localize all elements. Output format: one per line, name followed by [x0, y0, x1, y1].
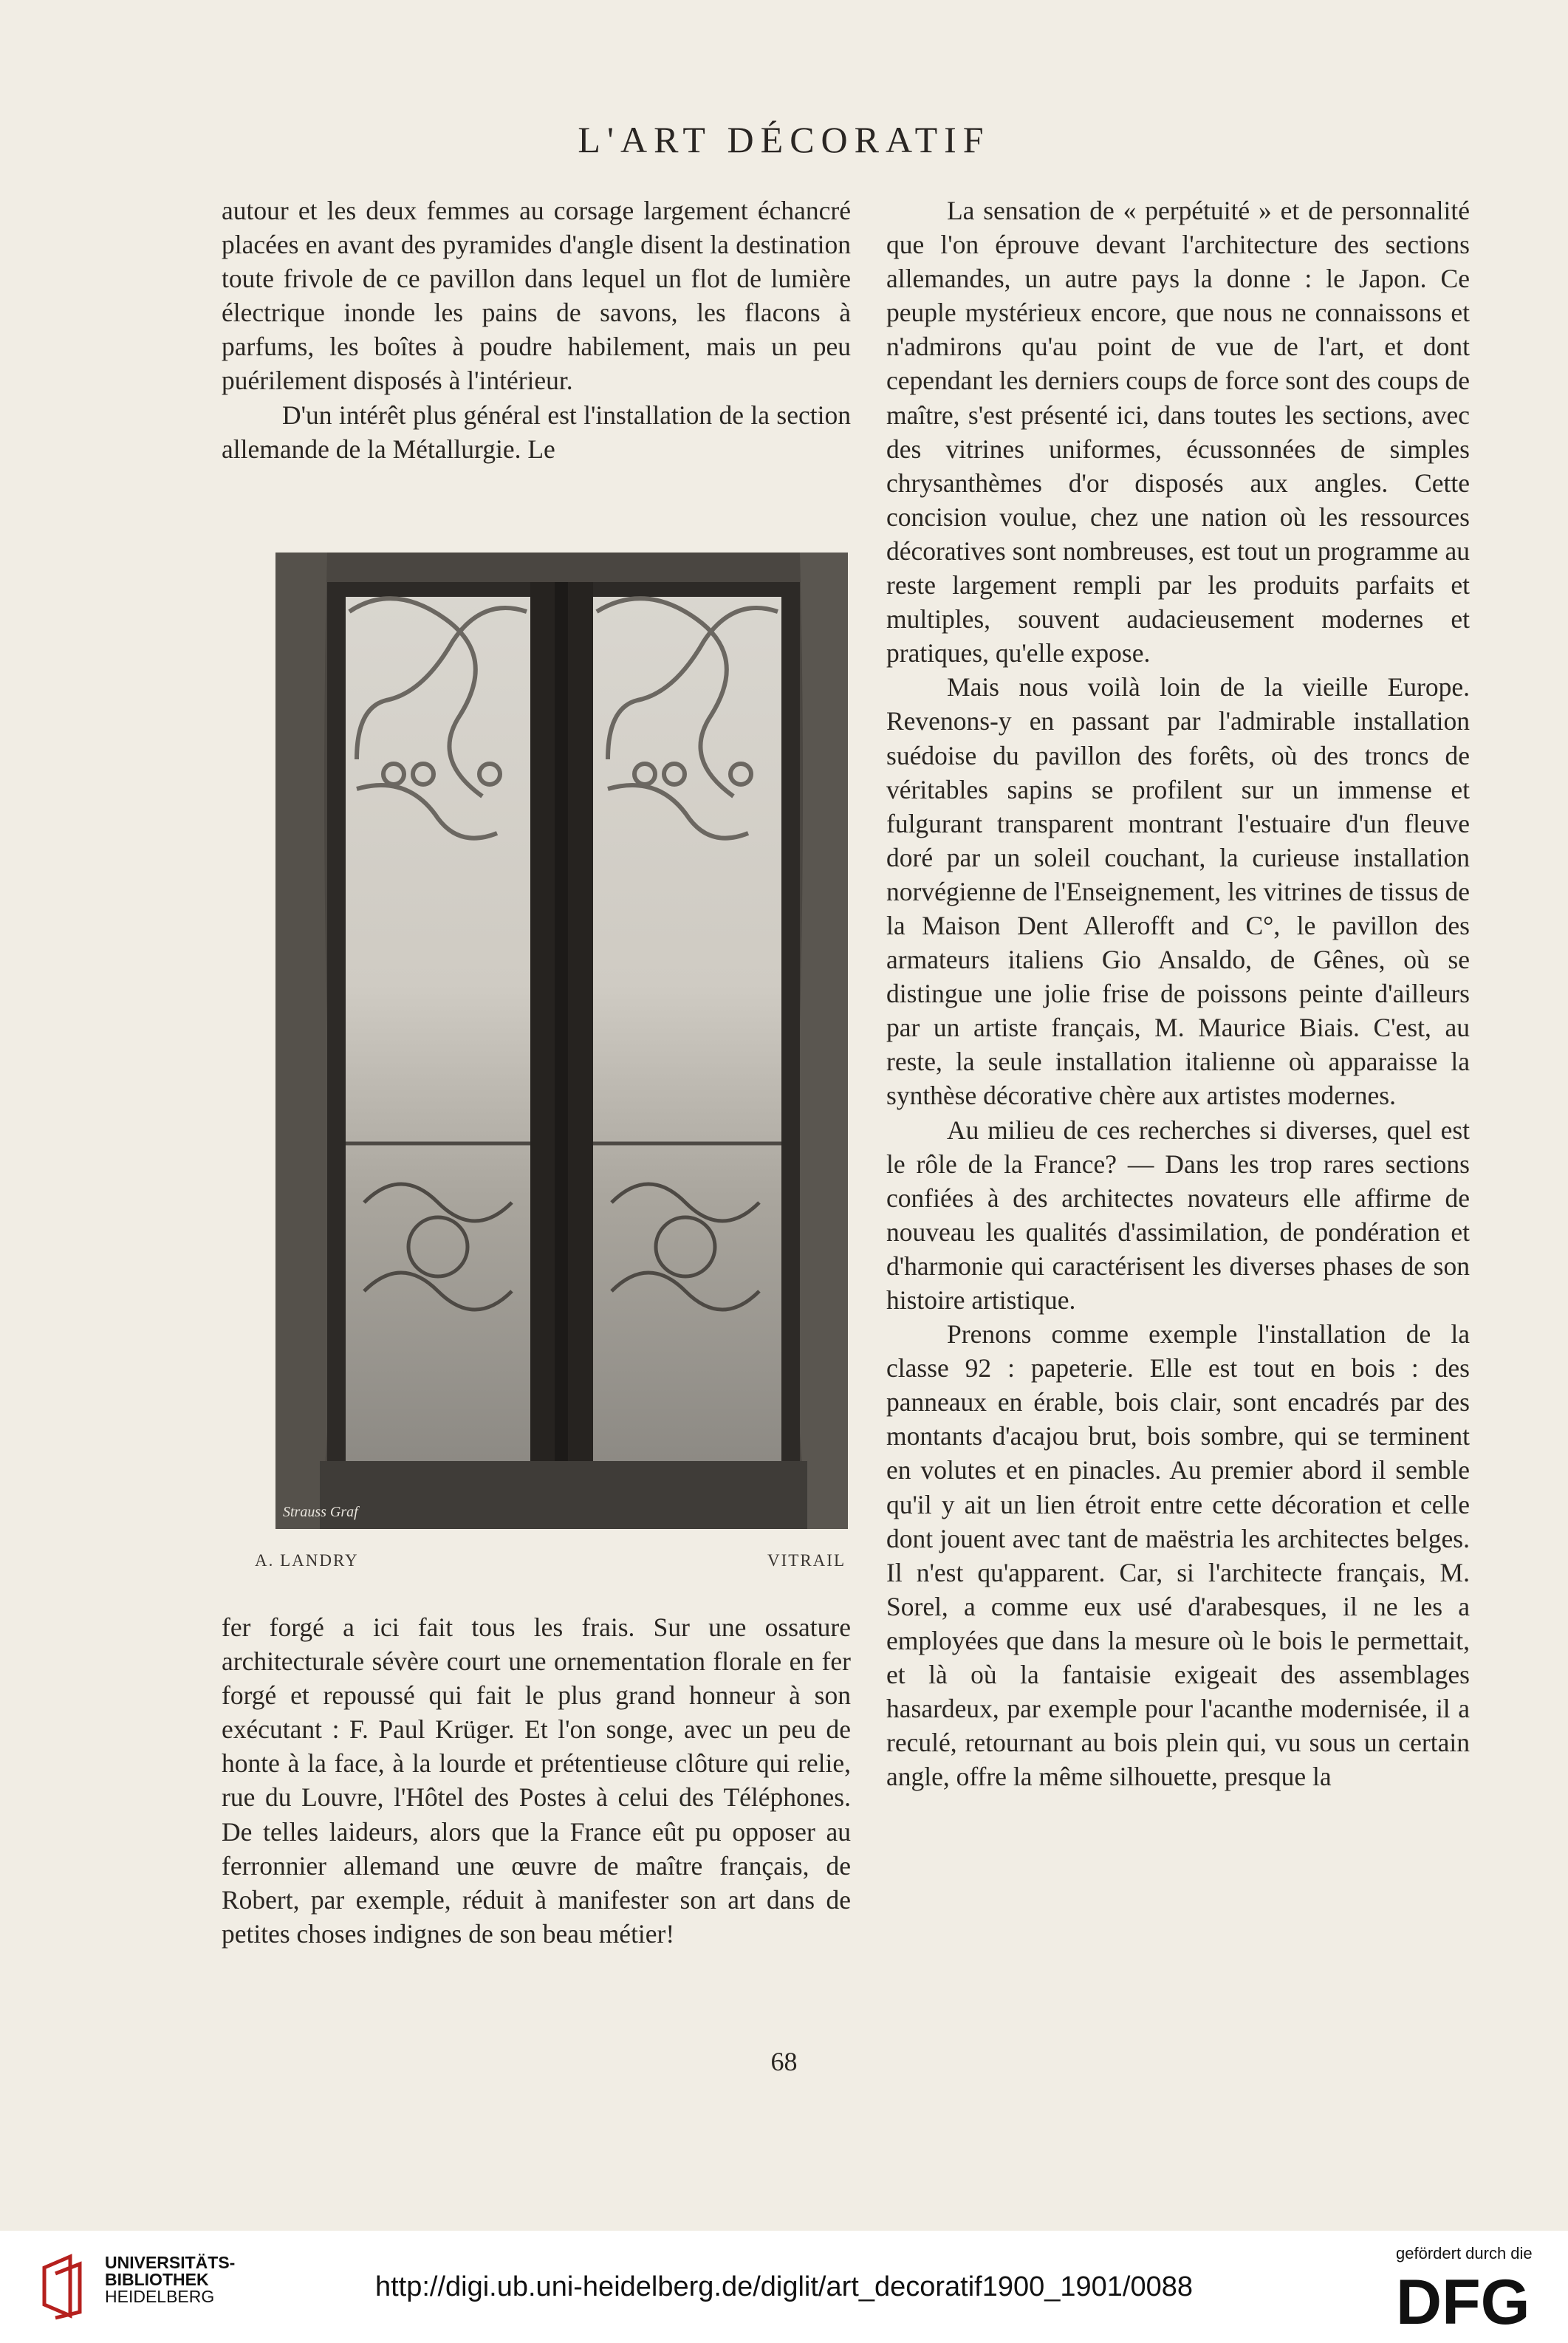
page-number: 68 [770, 2047, 798, 2076]
paragraph: autour et les deux femmes au corsage largement échancré placées en avant des pyramides d'angle disent la destination toute frivole de ce pavillon dans lequel un flot de lumière électrique inonde les pains de savons, les flacons à parfums, les boîtes à poudre habilement, mais un peu puérilement disposés à l'intérieur. [222, 196, 851, 396]
photographer-signature: Strauss Graf [283, 1504, 358, 1520]
left-column-top [222, 194, 851, 466]
library-name-line: BIBLIOTHEK [105, 2270, 209, 2289]
paragraph: fer forgé a ici fait tous les frais. Sur une ossature architecturale sévère court une ornementation florale en fer forgé et repoussé qui fait le plus grand honneur à son exécutant : F. Paul Krüger. Et l'on songe, avec un peu de honte à la face, à la lourde et prétentieuse clôture qui relie, rue du Louvre, l'Hôtel des Postes à celui des Téléphones. De telles laideurs, alors que la France eût pu opposer au ferronnier allemand une œuvre de maître français, de Robert, par exemple, réduit à manifester son art dans de petites choses indignes de son beau métier! [222, 1612, 851, 1949]
dfg-logo-icon [1396, 2266, 1544, 2333]
paragraph: D'un intérêt plus général est l'installation de la section allemande de la Métallurgie. Le [222, 400, 851, 464]
funded-by-label: gefördert durch die [1396, 2244, 1533, 2262]
caption-author: A. LANDRY [255, 1551, 359, 1570]
library-name-line: UNIVERSITÄTS- [105, 2253, 236, 2272]
source-url-link[interactable]: http://digi.ub.uni-heidelberg.de/diglit/art_decoratif1900_1901/0088 [374, 2271, 1194, 2302]
paragraph: Au milieu de ces recherches si diverses, quel est le rôle de la France? — Dans les trop rares sections confiées à des architectes novateurs elle affirme de nouveau les qualités d'assimilation, de pondération et d'harmonie qui caractérisent les diverses phases de son histoire artistique. [886, 1115, 1470, 1315]
left-column-bottom [222, 1610, 851, 1951]
paragraph: La sensation de « perpétuité » et de personnalité que l'on éprouve devant l'architecture des sections allemandes, un autre pays la donne : le Japon. Ce peuple mystérieux encore, que nous ne connaissons et n'admirons qu'au point de vue de l'art, et dont cependant les derniers coups de force sont des coups de maître, s'est présenté ici, dans toutes les sections, avec des vitrines uniformes, écussonnées de simples chrysanthèmes d'or disposés aux angles. Cette concision voulue, chez une nation où les ressources décoratives sont nombreuses, est tout un programme au reste largement rempli par les produits parfaits et multiples, souvent audacieusement modernes et pratiques, qu'elle expose. [886, 196, 1470, 668]
library-name-line: HEIDELBERG [105, 2287, 215, 2306]
stained-glass-window-photo [275, 553, 848, 1529]
paragraph: Mais nous voilà loin de la vieille Europe. Revenons-y en passant par l'admirable installation suédoise du pavillon des forêts, où des troncs de véritables sapins se profilent sur un immense et fulgurant transparent montrant l'estuaire d'un fleuve doré par un soleil couchant, la curieuse installation norvégienne de l'Enseignement, les vitrines de tissus de la Maison Dent Allerofft and C°, le pavillon des armateurs italiens Gio Ansaldo, de Gênes, où se distingue une jolie frise de poissons peinte d'ailleurs par un artiste français, M. Maurice Biais. C'est, au reste, la seule installation italienne où apparaisse la synthèse décorative chère aux artistes modernes. [886, 672, 1470, 1111]
paragraph: Prenons comme exemple l'installation de la classe 92 : papeterie. Elle est tout en bois : des panneaux en érable, bois clair, sont encadrés par des montants d'acajou brut, bois sombre, qui se terminent en volutes et en pinacles. Au premier abord il semble qu'il y ait un lien étroit entre cette décoration et celle dont jouent avec tant de maëstria les architectes belges. Il n'est qu'apparent. Car, si l'architecte français, M. Sorel, a comme eux usé d'arabesques, il ne les a employées que dans la mesure où le bois le permettait, et là où la fantaisie exigeait des assemblages hasardeux, par exemple pour l'acanthe modernisée, il a reculé, retournant au bois plein qui, vu sous un certain angle, offre la même silhouette, presque la [886, 1319, 1470, 1792]
caption-title: VITRAIL [767, 1551, 846, 1570]
right-column [886, 194, 1470, 1793]
running-title: L'ART DÉCORATIF [578, 119, 990, 160]
digitization-footer [0, 2231, 1568, 2343]
dfg-logo-text: DFG [1396, 2267, 1530, 2333]
